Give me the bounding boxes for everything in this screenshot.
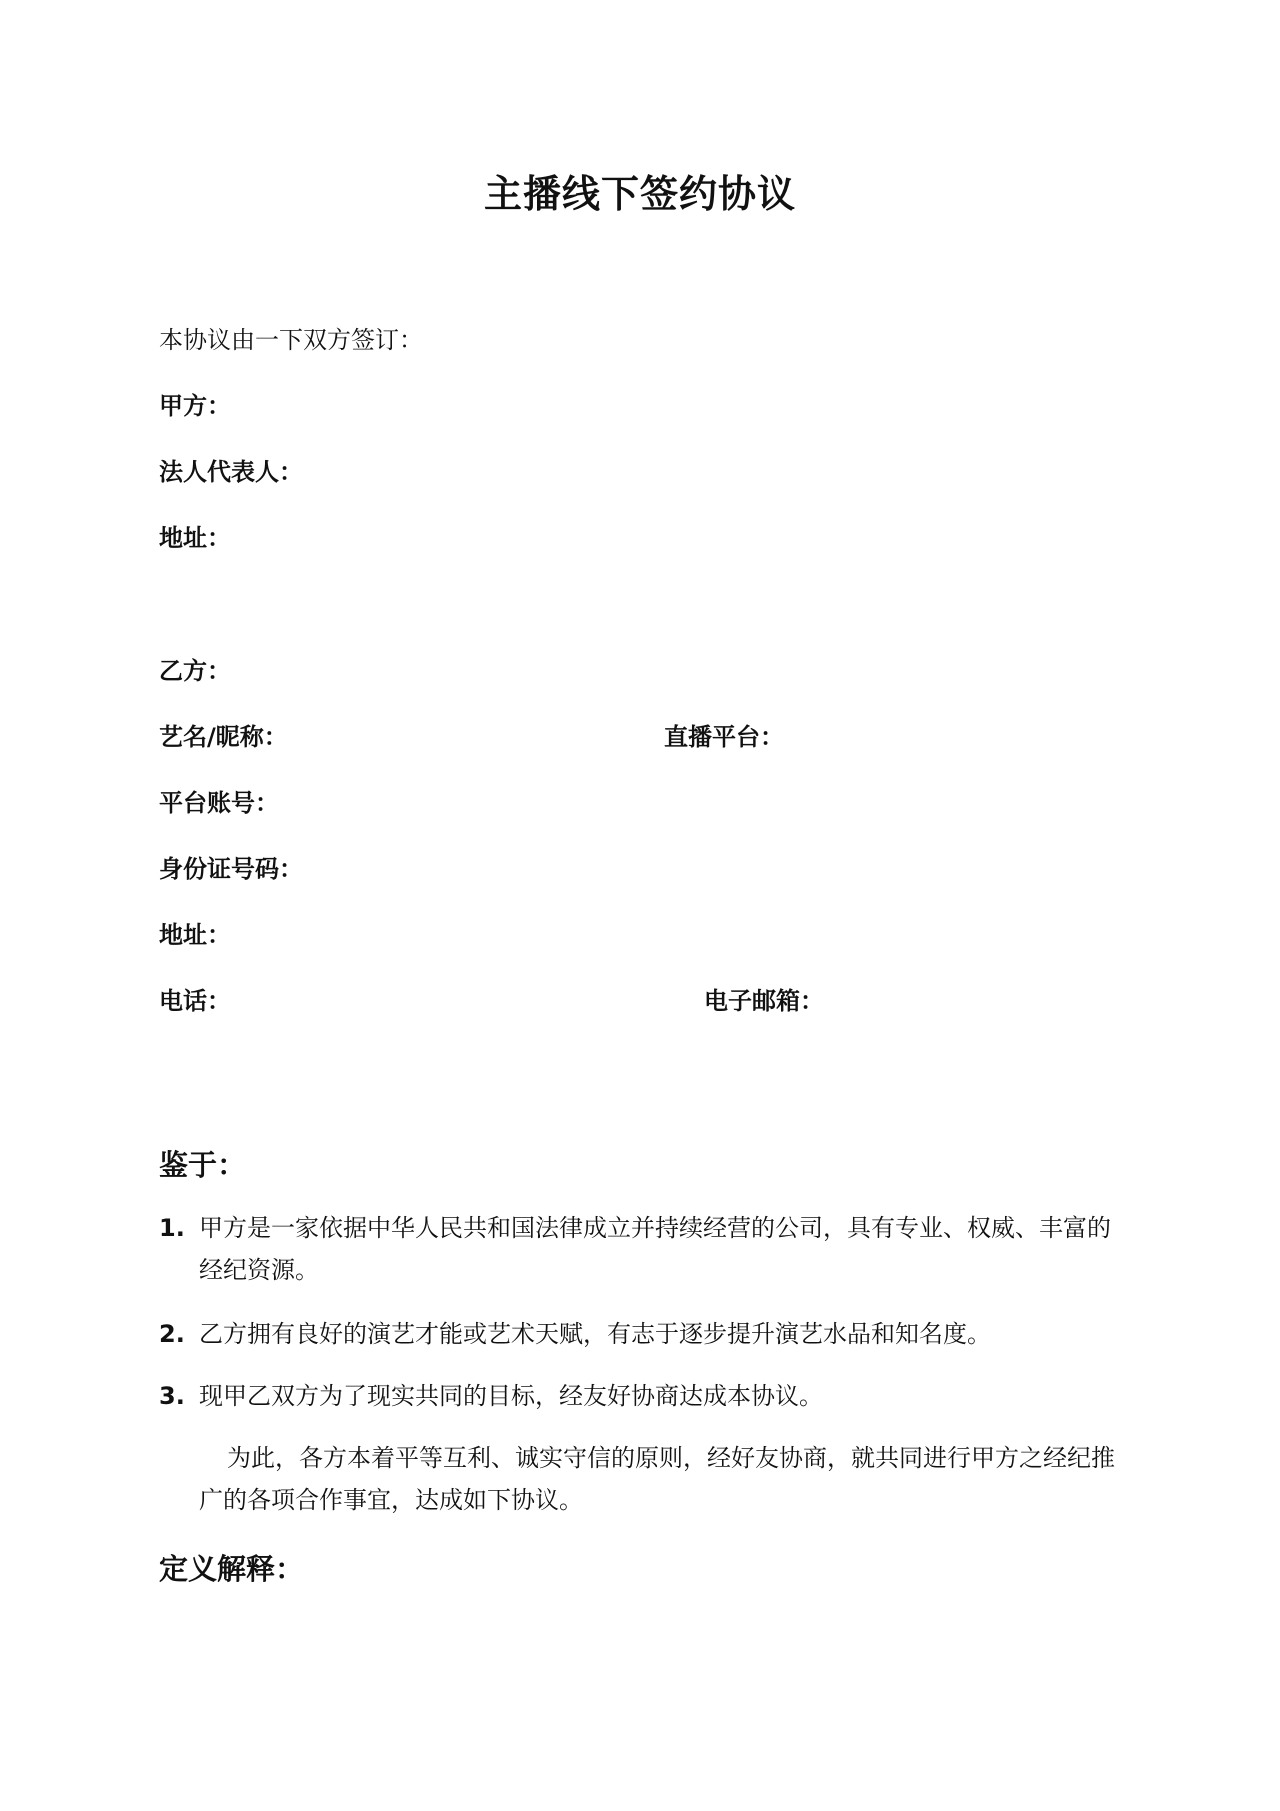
intro-text: 本协议由一下双方签订：	[159, 326, 423, 354]
list-item	[159, 1313, 1134, 1355]
list-item-number: 3.	[159, 1382, 185, 1410]
list-item-number: 1.	[159, 1214, 185, 1242]
list-item-text: 乙方拥有良好的演艺才能或艺术天赋，有志于逐步提升演艺水品和知名度。	[199, 1320, 991, 1348]
list-item-text: 甲方是一家依据中华人民共和国法律成立并持续经营的公司，具有专业、权威、丰富的经纪资源。	[199, 1214, 1111, 1284]
whereas-closing-paragraph: 为此，各方本着平等互利、诚实守信的原则，经好友协商，就共同进行甲方之经纪推广的各项合作事宜，达成如下协议。	[199, 1444, 1115, 1514]
list-item-text: 现甲乙双方为了现实共同的目标，经友好协商达成本协议。	[199, 1382, 823, 1410]
party-a-address-label: 地址：	[159, 524, 231, 552]
party-a-label: 甲方：	[159, 392, 231, 420]
party-a-legal-rep-label: 法人代表人：	[159, 458, 303, 486]
party-b-email-label: 电子邮箱：	[704, 987, 824, 1015]
party-b-phone-label: 电话：	[159, 987, 231, 1015]
party-b-account-label: 平台账号：	[159, 789, 279, 817]
document-title: 主播线下签约协议	[483, 172, 796, 216]
list-item	[159, 1375, 1134, 1417]
whereas-heading: 鉴于：	[159, 1148, 247, 1182]
definitions-heading: 定义解释：	[159, 1552, 305, 1586]
party-b-label: 乙方：	[159, 657, 231, 685]
party-b-id-number-label: 身份证号码：	[159, 855, 303, 883]
list-item	[159, 1207, 1134, 1291]
party-b-stage-name-label: 艺名/昵称：	[159, 723, 288, 751]
party-b-address-label: 地址：	[159, 921, 231, 949]
party-b-platform-label: 直播平台：	[664, 723, 784, 751]
list-item-number: 2.	[159, 1320, 185, 1348]
